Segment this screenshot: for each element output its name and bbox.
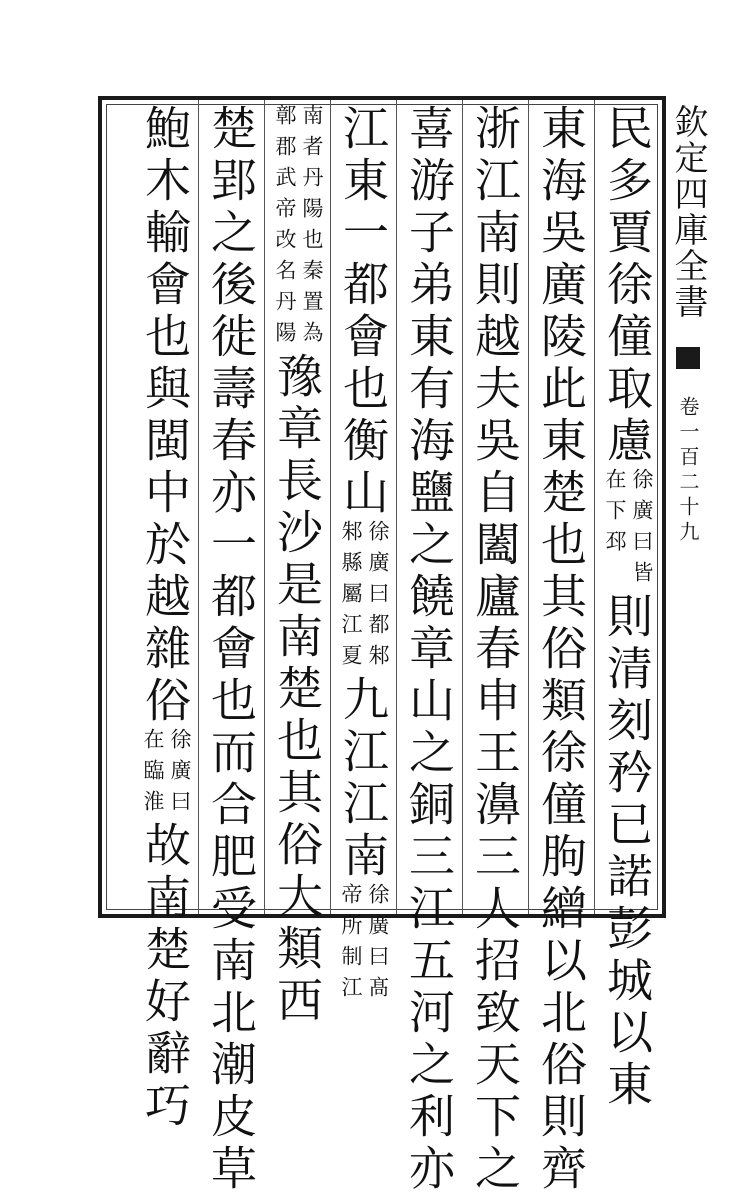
text-column — [468, 104, 522, 1196]
commentary-note — [138, 728, 192, 821]
text-column — [138, 104, 192, 1133]
column-rule — [594, 100, 595, 914]
text-column — [204, 104, 258, 1196]
main-text: 九江江南 — [336, 675, 390, 883]
commentary-note — [600, 468, 654, 592]
commentary-line: 鄣郡武帝改名丹陽 — [273, 104, 297, 352]
column-rule — [462, 100, 463, 914]
text-column — [600, 104, 654, 1112]
main-text: 楚郢之後徙壽春亦一都會也而合肥受南北潮皮草 — [204, 104, 258, 1196]
text-column — [402, 104, 456, 1196]
page-margin-header — [668, 104, 708, 864]
main-text: 東海吳廣陵此東楚也其俗類徐僮朐繒以北俗則齊 — [534, 104, 588, 1196]
column-rule — [396, 100, 397, 914]
main-text: 豫章長沙是南楚也其俗大類西 — [270, 352, 324, 1028]
book-title: 欽定四庫全書 — [668, 104, 708, 320]
column-rule — [330, 100, 331, 914]
column-rule — [198, 100, 199, 914]
main-text: 則清刻矜已諾彭城以東 — [600, 592, 654, 1112]
commentary-line: 帝所制江 — [339, 883, 363, 1007]
text-column — [270, 104, 324, 1028]
main-text: 鮑木輸會也與閩中於越雜俗 — [138, 104, 192, 728]
commentary-line: 徐廣曰髙 — [366, 883, 390, 1007]
main-text: 浙江南則越夫吳自闔廬春申王濞三人招致天下之 — [468, 104, 522, 1196]
main-text: 江東一都會也衡山 — [336, 104, 390, 520]
commentary-line: 在臨淮 — [141, 728, 165, 821]
commentary-line: 邾縣屬江夏 — [339, 520, 363, 675]
column-rule — [528, 100, 529, 914]
commentary-note — [270, 104, 324, 352]
main-text: 喜游子弟東有海鹽之饒章山之銅三江五河之利亦 — [402, 104, 456, 1196]
commentary-line: 徐廣曰皆 — [630, 468, 654, 592]
column-rule — [264, 100, 265, 914]
main-text: 民多賈徐僮取慮 — [600, 104, 654, 468]
fish-tail-mark — [676, 347, 700, 369]
commentary-line: 徐廣曰 — [168, 728, 192, 821]
commentary-line: 在下邳 — [603, 468, 627, 561]
commentary-line: 南者丹陽也秦置為 — [300, 104, 324, 352]
volume-number: 卷一百二十九 — [676, 396, 700, 546]
commentary-note — [336, 883, 390, 1007]
text-column — [534, 104, 588, 1196]
commentary-line: 徐廣曰都邾 — [366, 520, 390, 675]
commentary-note — [336, 520, 390, 675]
text-column — [336, 104, 390, 1007]
main-text: 故南楚好辭巧 — [138, 821, 192, 1133]
